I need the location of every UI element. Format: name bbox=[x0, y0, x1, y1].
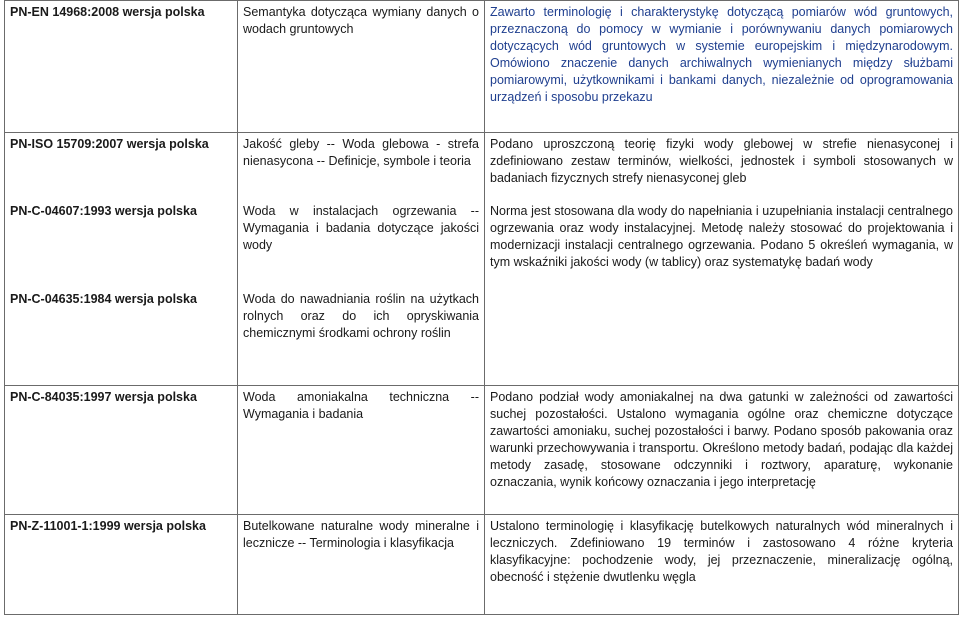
table-row bbox=[5, 200, 959, 288]
description-text: Zawarto terminologię i charakterystykę dotyczącą pomiarów wód gruntowych, przeznaczoną do pomocy w wymianie i porównywaniu danych pomiarowych dotyczących wód gruntowych w systemie europejskim i międzynarodowym. Omówiono znaczenie danych archiwalnych wymienianych między służbami pomiarowymi, użytkownikami i bankami danych, niezależnie od oprogramowania urządzeń i sposobu przekazu bbox=[490, 5, 953, 104]
table-row bbox=[5, 288, 959, 386]
standard-description: Podano podział wody amoniakalnej na dwa gatunki w zależności od zawartości suchej pozostałości. Ustalono wymagania ogólne oraz chemiczne dotyczące zawartości amoniaku, suchej pozostałości i barwy. Podano sposób pakowania oraz warunki przechowywania i transportu. Określono metody badań, podając dla każdej metody zasadę, stosowane odczynniki i roztwory, aparaturę, wykonanie oznaczania, wynik końcowy oznaczania i jego interpretację bbox=[485, 386, 959, 515]
standard-title: Semantyka dotycząca wymiany danych o wodach gruntowych bbox=[238, 1, 485, 133]
standard-description: Norma jest stosowana dla wody do napełniania i uzupełniania instalacji centralnego ogrzewania oraz wody instalacyjnej. Metodę należy stosować do projektowania i modernizacji instalacji centralnego ogrzewania. Podano 5 określeń wymagania, w tym wskaźniki jakości wody (w tablicy) oraz systematykę badań wody bbox=[490, 203, 953, 269]
standard-code: PN-C-84035:1997 wersja polska bbox=[5, 386, 238, 515]
standard-code: PN-C-04635:1984 wersja polska bbox=[5, 288, 238, 386]
standard-code: PN-ISO 15709:2007 wersja polska bbox=[5, 133, 238, 200]
standard-code: PN-EN 14968:2008 wersja polska bbox=[5, 1, 238, 133]
table-row bbox=[5, 133, 959, 200]
standards-table bbox=[4, 0, 959, 615]
standard-description: Podano uproszczoną teorię fizyki wody glebowej w strefie nienasyconej i zdefiniowano zestaw terminów, wielkości, jednostek i symboli stosowanych w badaniach fizycznych strefy nienasyconej gleb bbox=[490, 137, 953, 185]
standard-title: Woda amoniakalna techniczna -- Wymagania i badania bbox=[238, 386, 485, 515]
standard-description bbox=[485, 1, 959, 133]
standard-code: PN-C-04607:1993 wersja polska bbox=[5, 200, 238, 288]
standard-code: PN-Z-11001-1:1999 wersja polska bbox=[5, 515, 238, 615]
standard-title: Woda do nawadniania roślin na użytkach rolnych oraz do ich opryskiwania chemicznymi środkami ochrony roślin bbox=[238, 288, 485, 386]
table-row bbox=[5, 1, 959, 133]
table-row bbox=[5, 386, 959, 515]
standard-title: Woda w instalacjach ogrzewania -- Wymagania i badania dotyczące jakości wody bbox=[238, 200, 485, 288]
standard-description bbox=[485, 288, 959, 386]
standard-description: Ustalono terminologię i klasyfikację butelkowych naturalnych wód mineralnych i leczniczych. Zdefiniowano 19 terminów i zastosowano 4 różne kryteria klasyfikacyjne: pochodzenie wody, jej przeznaczenie, mineralizację ogólną, obecność i stężenie dwutlenku węgla bbox=[485, 515, 959, 615]
table-row bbox=[5, 515, 959, 615]
standard-title: Jakość gleby -- Woda glebowa - strefa nienasycona -- Definicje, symbole i teoria bbox=[238, 133, 485, 200]
standard-title: Butelkowane naturalne wody mineralne i lecznicze -- Terminologia i klasyfikacja bbox=[238, 515, 485, 615]
